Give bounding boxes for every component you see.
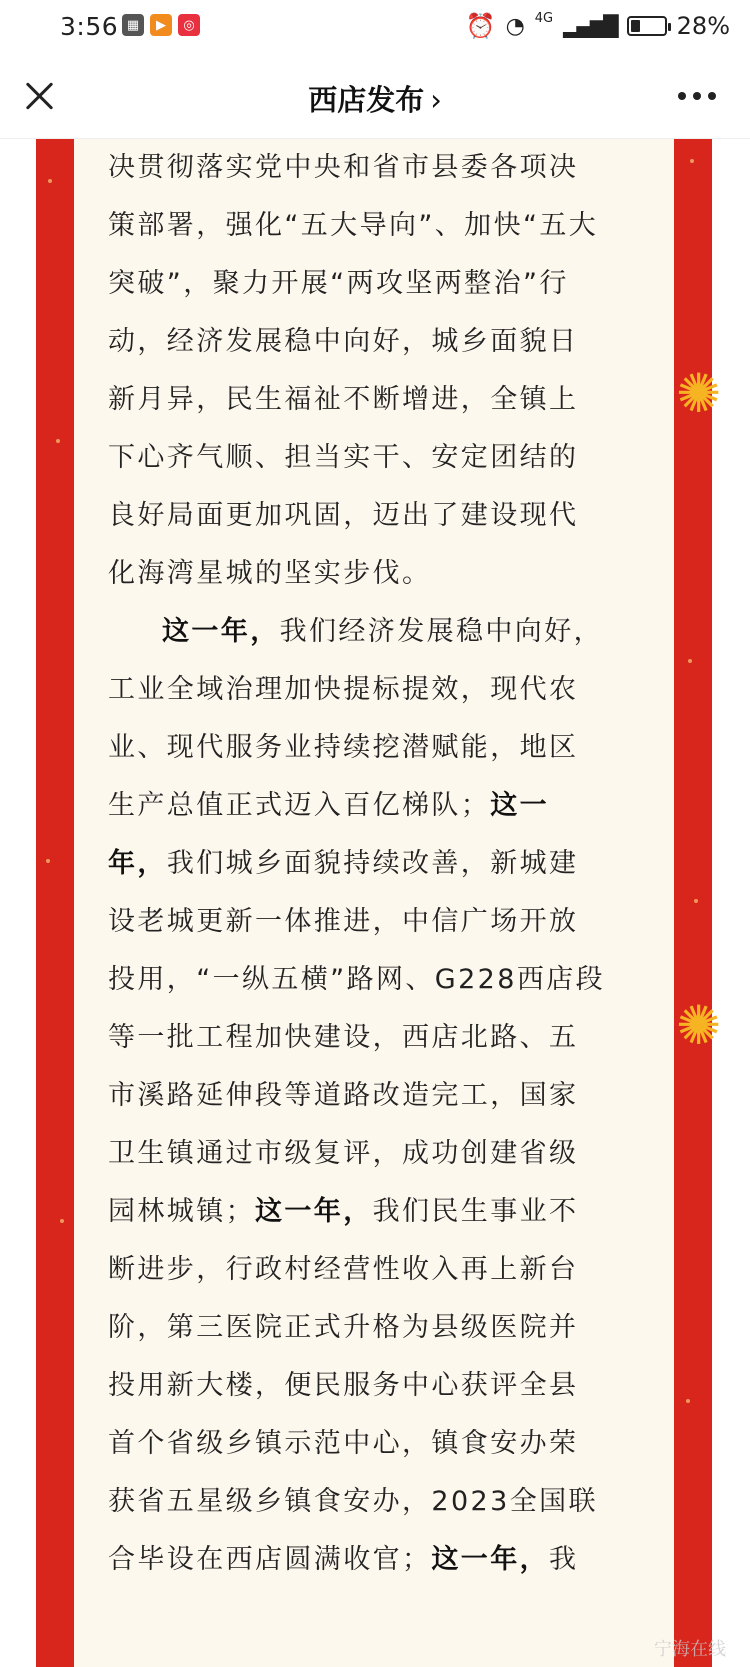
text-line (108, 835, 636, 893)
text-line: 卫生镇通过市级复评，成功创建省级 (108, 1138, 579, 1169)
text-line: 首个省级乡镇示范中心，镇食安办荣 (108, 1428, 579, 1459)
text-line: 下心齐气顺、担当实干、安定团结的 (108, 442, 579, 473)
battery-percent: 28% (676, 12, 730, 40)
text-segment: 我们民生事业不 (372, 1196, 579, 1227)
signal-icon: ▂▄▆█ (563, 14, 617, 38)
alarm-icon: ⏰ (465, 12, 496, 40)
status-right (466, 12, 730, 40)
charging-icon: ⚡ (640, 15, 652, 34)
bold-lead: 这一年， (162, 616, 280, 647)
text-line: 投用，“一纵五横”路网、G228西店段 (108, 964, 606, 995)
sparkle-decoration (690, 159, 694, 163)
nav-bar (0, 56, 750, 139)
text-segment: 园林城镇； (108, 1196, 255, 1227)
video-app-icon: ▶ (150, 14, 172, 36)
text-line: 断进步，行政村经营性收入再上新台 (108, 1254, 579, 1285)
bold-lead: 这一年， (255, 1196, 373, 1227)
text-line: 决贯彻落实党中央和省市县委各项决 (108, 152, 579, 183)
notification-icons (122, 14, 200, 36)
status-bar (0, 0, 750, 56)
sparkle-decoration (686, 1399, 690, 1403)
text-line: 化海湾星城的坚实步伐。 (108, 558, 432, 589)
bold-lead: 这一年， (431, 1544, 550, 1575)
text-segment: 我 (549, 1544, 579, 1575)
text-line: 业、现代服务业持续挖潜赋能，地区 (108, 732, 579, 763)
text-line (108, 603, 636, 661)
network-type: 4G (534, 10, 554, 26)
text-line: 市溪路延伸段等道路改造完工，国家 (108, 1080, 579, 1111)
text-line: 阶，第三医院正式升格为县级医院并 (108, 1312, 579, 1343)
text-line (108, 1183, 636, 1241)
more-options-icon[interactable] (678, 92, 716, 100)
status-time: 3:56 (60, 12, 119, 41)
text-line: 等一批工程加快建设，西店北路、五 (108, 1022, 579, 1053)
text-line: 新月异，民生福祉不断增进，全镇上 (108, 384, 579, 415)
sparkle-decoration (60, 1219, 64, 1223)
text-line: 设老城更新一体推进，中信广场开放 (108, 906, 579, 937)
sparkle-decoration (48, 179, 52, 183)
text-line: 投用新大楼，便民服务中心获评全县 (108, 1370, 579, 1401)
sparkle-decoration (694, 899, 698, 903)
text-segment: 生产总值正式迈入百亿梯队； (108, 790, 491, 821)
text-line: 动，经济发展稳中向好，城乡面貌日 (108, 326, 579, 357)
account-name[interactable]: 西店发布 (308, 83, 425, 117)
account-title[interactable] (0, 78, 750, 119)
bold-lead: 年， (108, 848, 167, 879)
text-line (108, 1531, 636, 1589)
paragraph-1 (108, 139, 636, 603)
text-line: 工业全域治理加快提标提效，现代农 (108, 674, 579, 705)
article-body (0, 139, 750, 1667)
text-line (108, 777, 636, 835)
chevron-right-icon[interactable]: › (430, 83, 442, 117)
wifi-icon: ◔ (505, 13, 525, 39)
text-segment: 我们城乡面貌持续改善，新城建 (166, 848, 579, 879)
paragraph-2 (108, 603, 636, 1589)
sparkle-decoration (46, 859, 50, 863)
battery-icon (627, 16, 667, 36)
watermark-logo: 宁海在线 (654, 1639, 726, 1660)
text-line: 突破”，聚力开展“两攻坚两整治”行 (108, 268, 569, 299)
flower-decoration-icon: ✺ (676, 994, 722, 1057)
text-line: 良好局面更加巩固，迈出了建设现代 (108, 500, 579, 531)
left-red-border (36, 139, 74, 1667)
text-line: 策部署，强化“五大导向”、加快“五大 (108, 210, 599, 241)
sparkle-decoration (56, 439, 60, 443)
article-text (108, 139, 636, 1589)
flower-decoration-icon: ✺ (676, 362, 722, 425)
text-segment: 合毕设在西店圆满收官； (108, 1544, 432, 1575)
text-segment: 我们经济发展稳中向好， (279, 616, 604, 647)
text-line: 获省五星级乡镇食安办，2023全国联 (108, 1486, 598, 1517)
shopping-app-icon: ◎ (178, 14, 200, 36)
gift-icon: ▦ (122, 14, 144, 36)
battery-fill (631, 20, 640, 32)
bold-lead: 这一 (490, 790, 550, 821)
sparkle-decoration (688, 659, 692, 663)
